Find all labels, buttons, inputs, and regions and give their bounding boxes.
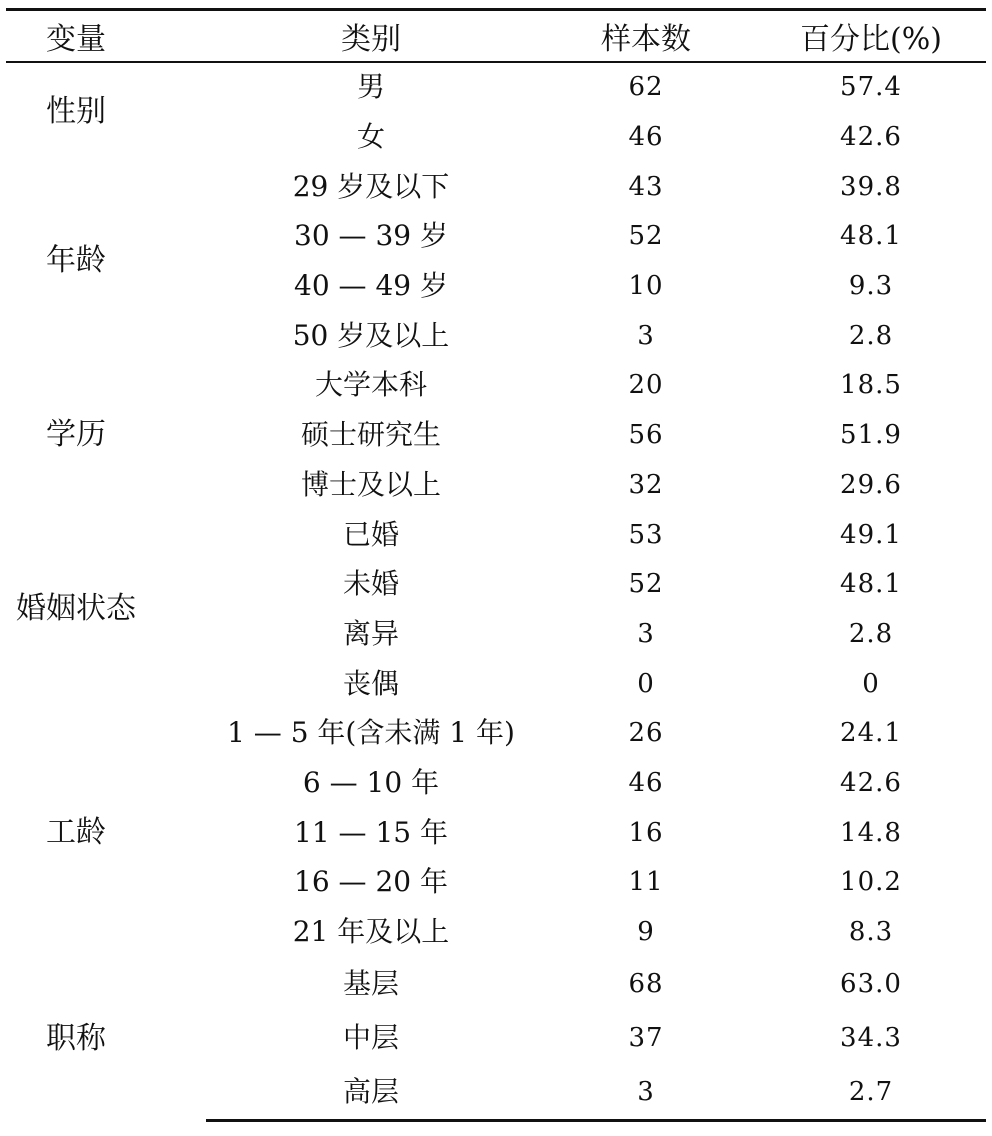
sample-count-cell: 9 <box>637 917 655 948</box>
header-percent: 百分比(%) <box>756 10 986 62</box>
sample-count-cell: 68 <box>628 968 664 999</box>
percent-cell: 9.3 <box>848 271 894 302</box>
percent-cell: 57.4 <box>840 72 902 103</box>
sample-count-cell: 3 <box>536 1065 756 1121</box>
sample-count-cell: 26 <box>628 718 664 749</box>
category-cell: 1 — 5 年(含未满 1 年) <box>227 716 515 750</box>
variable-group-cell: 年龄 <box>46 243 106 279</box>
percent-cell: 34.3 <box>840 1022 902 1053</box>
percent-cell: 48.1 <box>840 221 902 252</box>
table-row <box>6 62 986 113</box>
sample-count-cell: 11 <box>628 867 664 898</box>
table-row <box>6 510 986 560</box>
category-cell: 6 — 10 年 <box>302 765 440 799</box>
percent-cell: 0 <box>862 668 880 699</box>
category-cell: 男 <box>356 70 385 104</box>
sample-count-cell: 16 <box>628 817 664 848</box>
category-cell: 40 — 49 岁 <box>294 269 448 303</box>
sample-count-cell: 3 <box>637 320 655 351</box>
category-cell: 大学本科 <box>314 368 427 402</box>
table-row <box>6 708 986 758</box>
category-cell: 女 <box>356 120 385 154</box>
category-cell: 29 岁及以下 <box>292 169 450 203</box>
percent-cell: 2.8 <box>848 320 894 351</box>
sample-count-cell: 56 <box>628 420 664 451</box>
percent-cell: 18.5 <box>840 370 902 401</box>
category-cell: 中层 <box>342 1020 399 1054</box>
header-variable: 变量 <box>6 10 206 62</box>
category-cell: 21 年及以上 <box>292 915 450 949</box>
percent-cell: 63.0 <box>840 968 902 999</box>
sample-count-cell: 43 <box>628 171 664 202</box>
sample-count-cell: 46 <box>628 122 664 153</box>
sample-count-cell: 32 <box>628 469 664 500</box>
sample-count-cell: 52 <box>628 569 664 600</box>
percent-cell: 2.7 <box>756 1065 986 1121</box>
percent-cell: 29.6 <box>840 469 902 500</box>
sample-count-cell: 0 <box>637 668 655 699</box>
category-cell: 博士及以上 <box>300 467 441 501</box>
category-cell: 基层 <box>342 966 399 1000</box>
category-cell: 离异 <box>342 616 399 650</box>
sample-count-cell: 62 <box>628 72 664 103</box>
variable-group-cell: 婚姻状态 <box>16 591 136 627</box>
header-sample-count: 样本数 <box>536 10 756 62</box>
header-row <box>6 10 986 62</box>
table-body <box>6 62 986 1121</box>
sample-count-cell: 3 <box>637 618 655 649</box>
variable-group-cell: 职称 <box>46 1020 106 1056</box>
sample-count-cell: 10 <box>628 271 664 302</box>
sample-count-cell: 37 <box>628 1022 664 1053</box>
category-cell: 30 — 39 岁 <box>294 219 448 253</box>
percent-cell: 49.1 <box>840 519 902 550</box>
category-cell: 50 岁及以上 <box>292 318 450 352</box>
category-cell: 丧偶 <box>342 666 399 700</box>
table-row <box>6 957 986 1011</box>
header-category: 类别 <box>206 10 536 62</box>
category-cell: 高层 <box>206 1065 536 1121</box>
percent-cell: 42.6 <box>840 122 902 153</box>
variable-group-cell: 学历 <box>46 417 106 453</box>
table-row <box>6 361 986 411</box>
category-cell: 已婚 <box>342 517 399 551</box>
sample-count-cell: 46 <box>628 767 664 798</box>
percent-cell: 14.8 <box>840 817 902 848</box>
variable-group-cell: 工龄 <box>46 814 106 850</box>
percent-cell: 48.1 <box>840 569 902 600</box>
sample-demographics-table <box>6 8 986 1122</box>
percent-cell: 10.2 <box>840 867 902 898</box>
percent-cell: 42.6 <box>840 767 902 798</box>
percent-cell: 39.8 <box>840 171 902 202</box>
variable-group-cell: 性别 <box>46 94 106 130</box>
sample-count-cell: 53 <box>628 519 664 550</box>
percent-cell: 51.9 <box>840 420 902 451</box>
category-cell: 16 — 20 年 <box>294 865 448 899</box>
percent-cell: 8.3 <box>848 917 894 948</box>
table-row <box>6 162 986 212</box>
sample-count-cell: 52 <box>628 221 664 252</box>
percent-cell: 2.8 <box>848 618 894 649</box>
category-cell: 未婚 <box>342 567 399 601</box>
category-cell: 硕士研究生 <box>300 418 441 452</box>
category-cell: 11 — 15 年 <box>294 815 448 849</box>
sample-count-cell: 20 <box>628 370 664 401</box>
percent-cell: 24.1 <box>840 718 902 749</box>
